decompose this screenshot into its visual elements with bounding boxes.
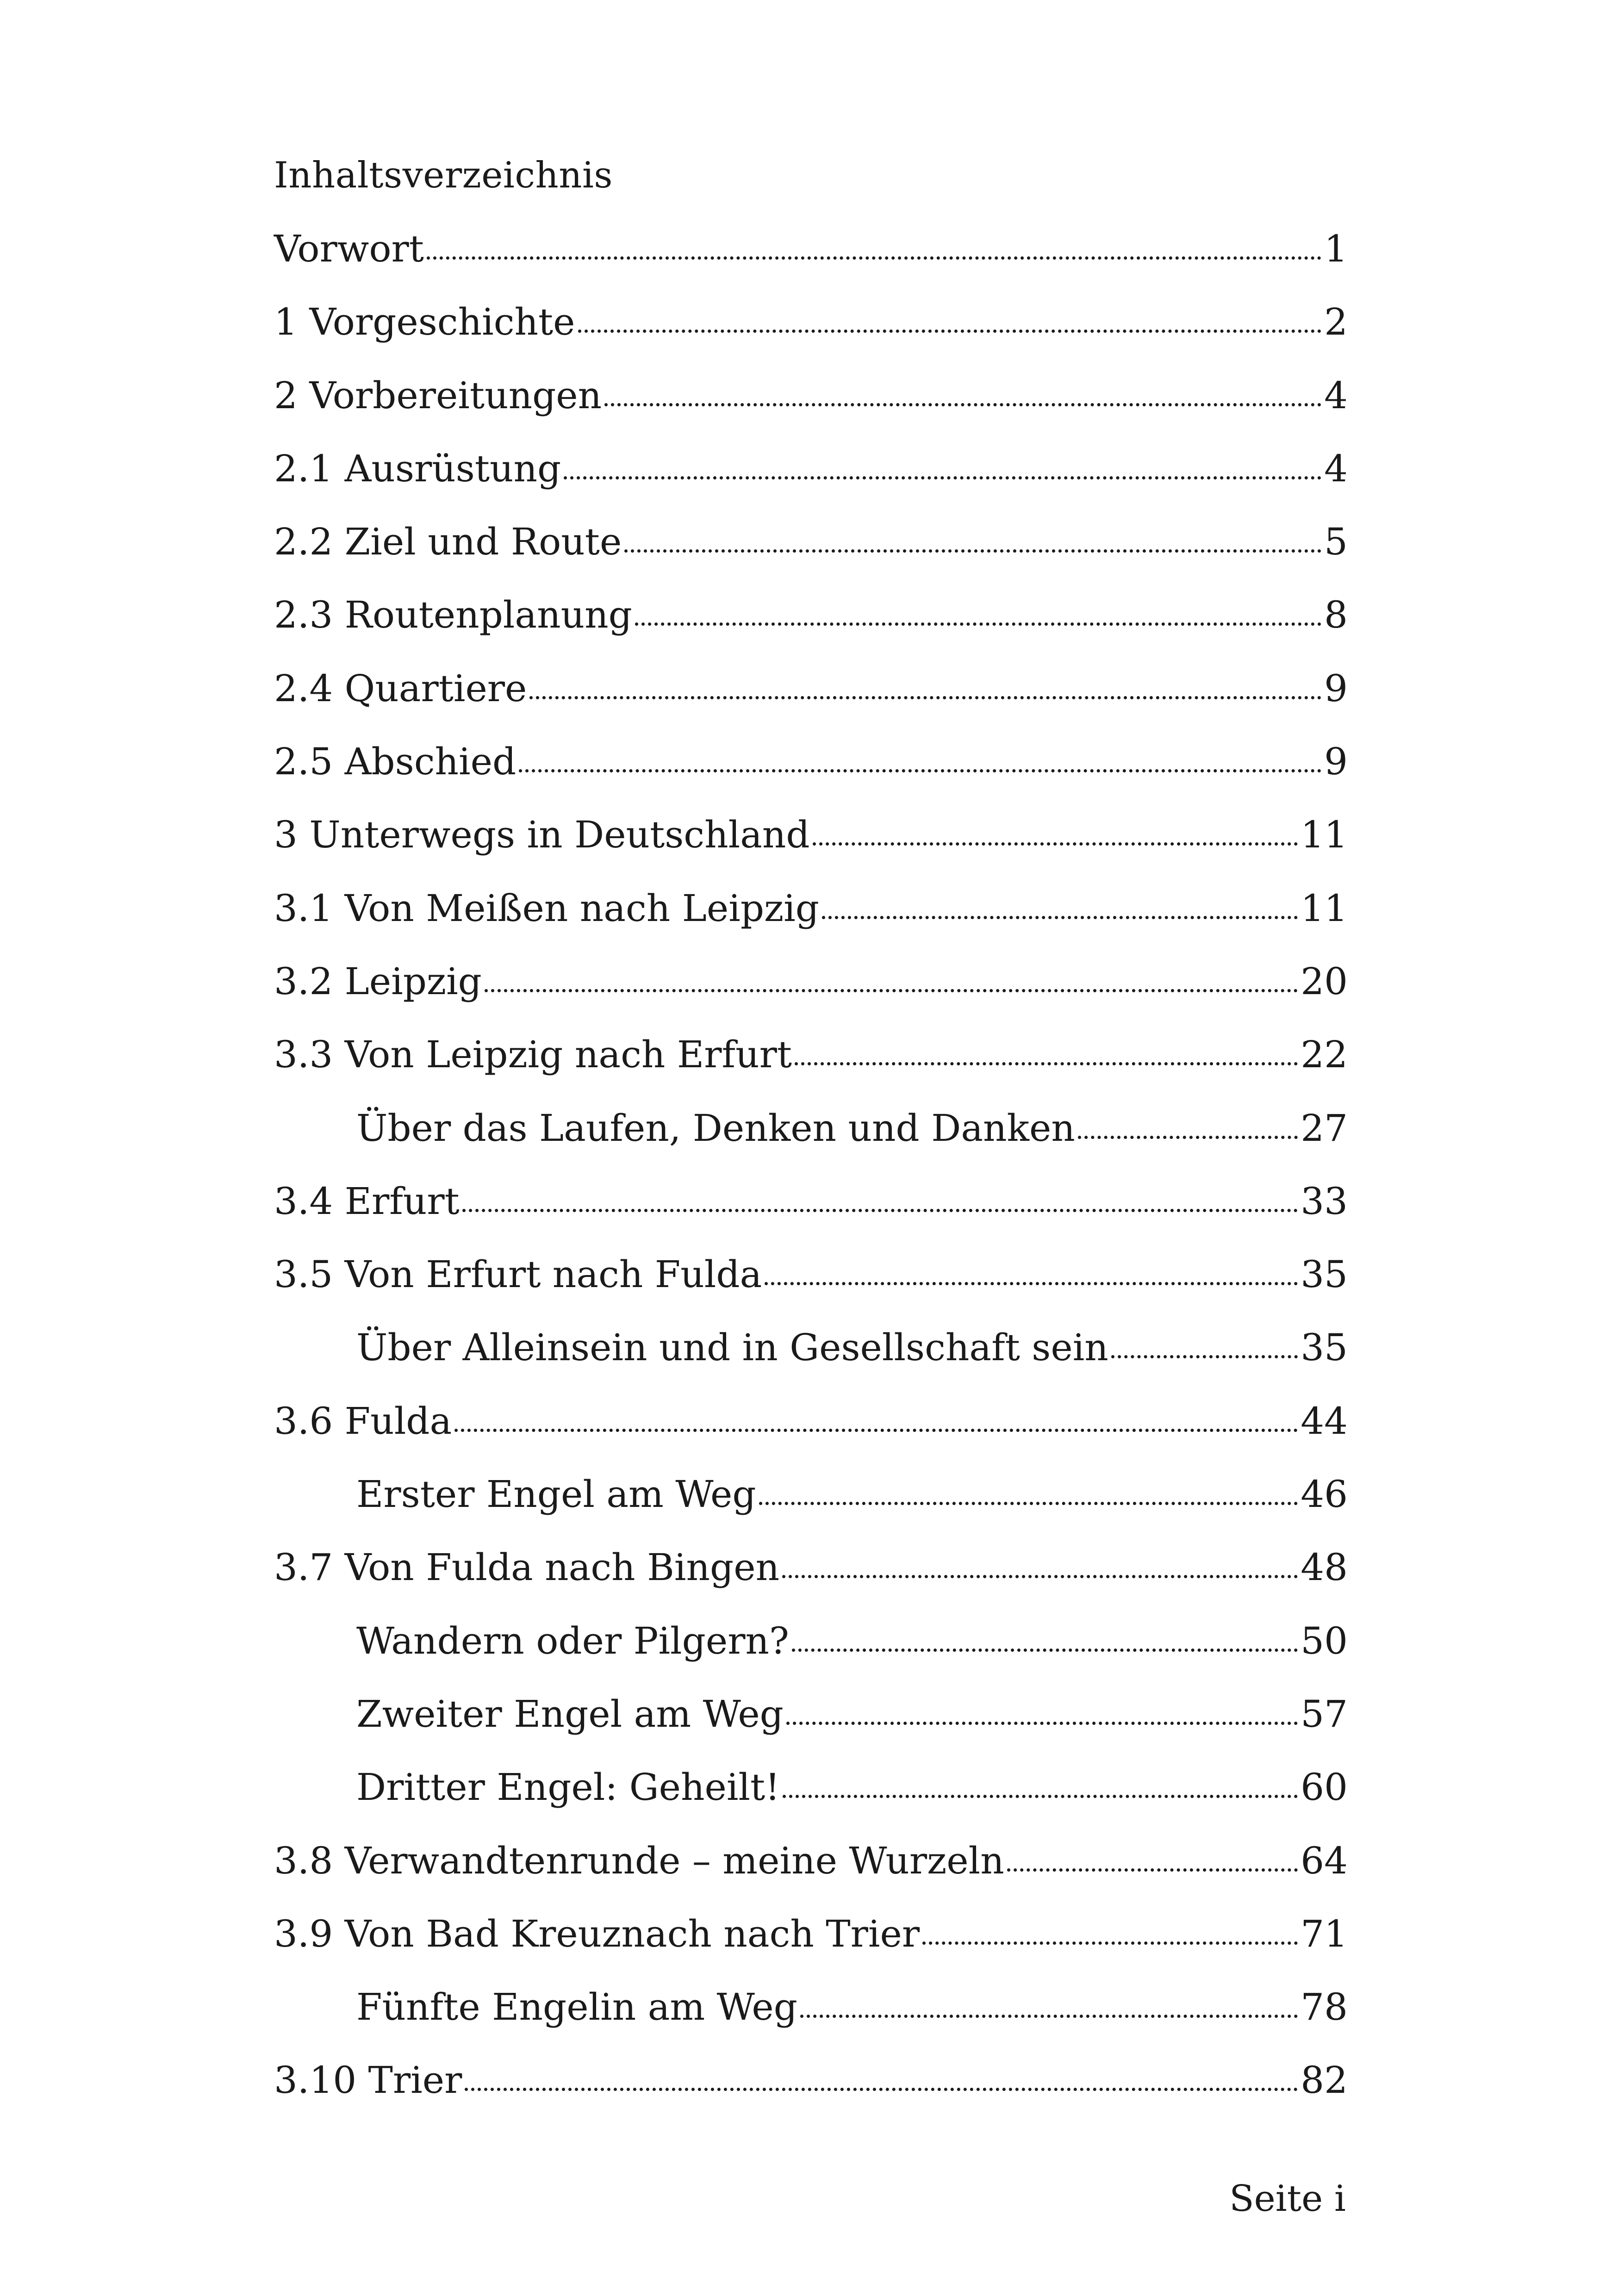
toc-entry[interactable]: [274, 1179, 1348, 1256]
dot-leader: [792, 1649, 1298, 1652]
toc-entry-page: 57: [1301, 1692, 1348, 1736]
toc-entry-title: 3.1 Von Meißen nach Leipzig: [274, 886, 819, 930]
toc-entry-title: 3.9 Von Bad Kreuznach nach Trier: [274, 1912, 920, 1955]
toc-entry-title: 3.2 Leipzig: [274, 959, 482, 1003]
toc-entry-title: 3.10 Trier: [274, 2059, 462, 2102]
toc-entry-page: 35: [1301, 1326, 1348, 1369]
dot-leader: [427, 256, 1321, 260]
toc-entry-title: 3.6 Fulda: [274, 1399, 452, 1443]
toc-entry[interactable]: [274, 886, 1348, 963]
toc-entry[interactable]: [274, 520, 1348, 597]
toc-entry[interactable]: [274, 227, 1348, 304]
dot-leader: [922, 1941, 1298, 1945]
toc-list: [274, 227, 1348, 2135]
toc-heading: Inhaltsverzeichnis: [274, 155, 613, 196]
toc-entry-page: 1: [1324, 227, 1348, 270]
toc-entry[interactable]: [274, 1253, 1348, 1329]
toc-entry-title: Vorwort: [274, 227, 424, 270]
toc-entry[interactable]: [274, 740, 1348, 816]
toc-entry-title: 2.1 Ausrüstung: [274, 447, 561, 490]
dot-leader: [604, 403, 1321, 406]
toc-entry-page: 64: [1301, 1839, 1348, 1882]
toc-entry-page: 9: [1324, 666, 1348, 710]
toc-entry-title: 3.7 Von Fulda nach Bingen: [274, 1546, 780, 1589]
toc-entry-page: 44: [1301, 1399, 1348, 1443]
dot-leader: [462, 1209, 1298, 1212]
dot-leader: [1078, 1136, 1298, 1139]
dot-leader: [529, 696, 1321, 699]
page-number-footer: Seite i: [1229, 2178, 1346, 2220]
dot-leader: [1007, 1868, 1298, 1872]
toc-entry-title: Wandern oder Pilgern?: [356, 1619, 789, 1662]
dot-leader: [1111, 1355, 1298, 1358]
toc-entry-page: 11: [1301, 813, 1348, 857]
toc-entry-title: 3.5 Von Erfurt nach Fulda: [274, 1253, 762, 1296]
toc-entry[interactable]: [274, 1326, 1348, 1402]
toc-entry-title: 2.5 Abschied: [274, 740, 517, 784]
toc-entry-title: 2.3 Routenplanung: [274, 593, 632, 637]
toc-entry[interactable]: [274, 373, 1348, 450]
toc-entry-title: 2.4 Quartiere: [274, 666, 527, 710]
dot-leader: [624, 549, 1321, 553]
toc-entry-title: 1 Vorgeschichte: [274, 300, 575, 344]
toc-entry[interactable]: [274, 2059, 1348, 2135]
toc-entry[interactable]: [274, 1692, 1348, 1769]
toc-entry-title: 2.2 Ziel und Route: [274, 520, 622, 564]
dot-leader: [795, 1062, 1298, 1065]
toc-entry-page: 71: [1301, 1912, 1348, 1955]
toc-entry[interactable]: [274, 813, 1348, 890]
toc-entry[interactable]: [274, 666, 1348, 743]
toc-entry-page: 33: [1301, 1179, 1348, 1223]
toc-entry-page: 8: [1324, 593, 1348, 637]
toc-entry[interactable]: [274, 1473, 1348, 1549]
dot-leader: [564, 476, 1321, 479]
dot-leader: [454, 1429, 1298, 1432]
toc-entry-page: 2: [1324, 300, 1348, 344]
toc-entry[interactable]: [274, 1985, 1348, 2062]
dot-leader: [782, 1575, 1298, 1578]
toc-entry-title: Über Alleinsein und in Gesellschaft sein: [356, 1326, 1108, 1369]
dot-leader: [635, 622, 1321, 626]
dot-leader: [485, 989, 1298, 992]
toc-entry[interactable]: [274, 1766, 1348, 1842]
toc-entry-page: 20: [1301, 959, 1348, 1003]
toc-entry-title: Zweiter Engel am Weg: [356, 1692, 784, 1736]
toc-entry[interactable]: [274, 593, 1348, 670]
toc-entry-title: Dritter Engel: Geheilt!: [356, 1766, 780, 1809]
toc-entry[interactable]: [274, 1033, 1348, 1109]
toc-entry[interactable]: [274, 1619, 1348, 1696]
toc-entry-page: 22: [1301, 1033, 1348, 1076]
dot-leader: [786, 1722, 1298, 1725]
toc-entry[interactable]: [274, 300, 1348, 377]
dot-leader: [800, 2015, 1298, 2018]
toc-entry-page: 35: [1301, 1253, 1348, 1296]
toc-entry-page: 5: [1324, 520, 1348, 564]
toc-entry-page: 4: [1324, 373, 1348, 417]
toc-entry-title: Fünfte Engelin am Weg: [356, 1985, 797, 2029]
toc-entry-page: 82: [1301, 2059, 1348, 2102]
toc-entry-title: 3.8 Verwandtenrunde – meine Wurzeln: [274, 1839, 1004, 1882]
toc-entry-page: 48: [1301, 1546, 1348, 1589]
toc-entry[interactable]: [274, 1839, 1348, 1916]
toc-entry-page: 60: [1301, 1766, 1348, 1809]
dot-leader: [519, 769, 1321, 772]
toc-entry[interactable]: [274, 1399, 1348, 1476]
toc-entry-title: 3.4 Erfurt: [274, 1179, 460, 1223]
toc-entry-title: Erster Engel am Weg: [356, 1473, 756, 1516]
toc-entry-page: 46: [1301, 1473, 1348, 1516]
toc-entry-page: 11: [1301, 886, 1348, 930]
dot-leader: [813, 842, 1298, 846]
toc-entry[interactable]: [274, 447, 1348, 523]
toc-entry-page: 78: [1301, 1985, 1348, 2029]
toc-entry-page: 27: [1301, 1106, 1348, 1150]
dot-leader: [783, 1795, 1298, 1798]
dot-leader: [578, 330, 1322, 333]
dot-leader: [465, 2088, 1298, 2091]
toc-entry-page: 9: [1324, 740, 1348, 784]
toc-entry-title: 2 Vorbereitungen: [274, 373, 602, 417]
toc-entry-page: 4: [1324, 447, 1348, 490]
dot-leader: [765, 1282, 1298, 1285]
toc-entry-title: Über das Laufen, Denken und Danken: [356, 1106, 1075, 1150]
dot-leader: [759, 1502, 1298, 1505]
toc-entry-title: 3.3 Von Leipzig nach Erfurt: [274, 1033, 792, 1076]
toc-entry-title: 3 Unterwegs in Deutschland: [274, 813, 810, 857]
table-of-contents: [274, 157, 1348, 2135]
toc-entry[interactable]: [274, 1546, 1348, 1622]
toc-entry[interactable]: [274, 959, 1348, 1036]
toc-entry-page: 50: [1301, 1619, 1348, 1662]
dot-leader: [822, 916, 1298, 919]
toc-entry[interactable]: [274, 1912, 1348, 1989]
toc-entry[interactable]: [274, 1106, 1348, 1183]
